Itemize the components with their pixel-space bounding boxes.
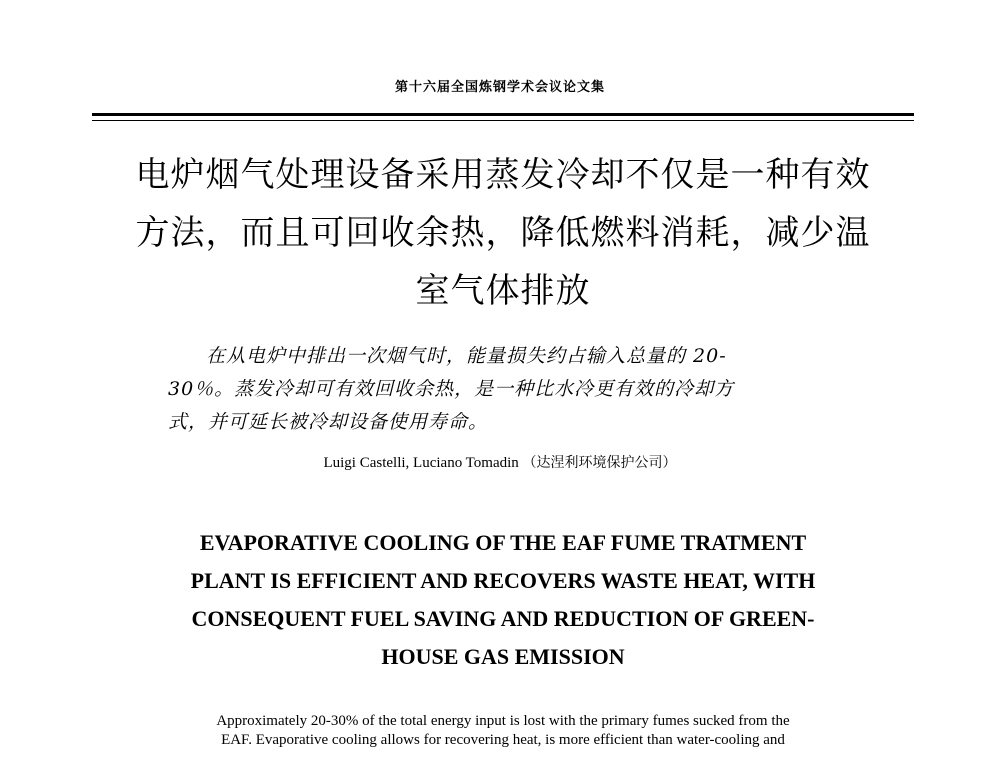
- author-line: [0, 452, 1000, 472]
- english-abstract: [92, 712, 914, 750]
- english-title: [92, 524, 914, 676]
- author-names: Luigi Castelli, Luciano Tomadin: [323, 455, 519, 471]
- chinese-abstract-line: 在从电炉中排出一次烟气时，能量损失约占输入总量的 20-: [206, 345, 727, 367]
- running-head: 第十六届全国炼钢学术会议论文集: [394, 80, 605, 95]
- chinese-title: [92, 146, 914, 320]
- author-affiliation: （达涅利环境保护公司）: [522, 455, 677, 471]
- chinese-abstract-line: 式，并可延长被冷却设备使用寿命。: [168, 411, 489, 433]
- chinese-abstract-line: 30％。蒸发冷却可有效回收余热，是一种比水冷更有效的冷却方: [168, 378, 735, 400]
- english-title-line: CONSEQUENT FUEL SAVING AND REDUCTION OF GREEN-: [191, 606, 815, 631]
- english-title-line: HOUSE GAS EMISSION: [381, 644, 625, 669]
- header-rule-thin: [92, 120, 914, 121]
- chinese-title-line: 电炉烟气处理设备采用蒸发冷却不仅是一种有效: [135, 155, 871, 195]
- english-title-line: EVAPORATIVE COOLING OF THE EAF FUME TRATMENT: [199, 530, 807, 555]
- chinese-title-line: 方法，而且可回收余热，降低燃料消耗，减少温: [135, 213, 871, 253]
- english-abstract-line: Approximately 20-30% of the total energy input is lost with the primary fumes sucked from the: [216, 713, 790, 729]
- chinese-title-line: 室气体排放: [415, 271, 591, 311]
- chinese-abstract: [168, 340, 828, 439]
- header-rule-thick: [92, 113, 914, 116]
- english-abstract-line: EAF. Evaporative cooling allows for recovering heat, is more efficient than water-cooling and: [221, 732, 785, 748]
- english-title-line: PLANT IS EFFICIENT AND RECOVERS WASTE HEAT, WITH: [190, 568, 816, 593]
